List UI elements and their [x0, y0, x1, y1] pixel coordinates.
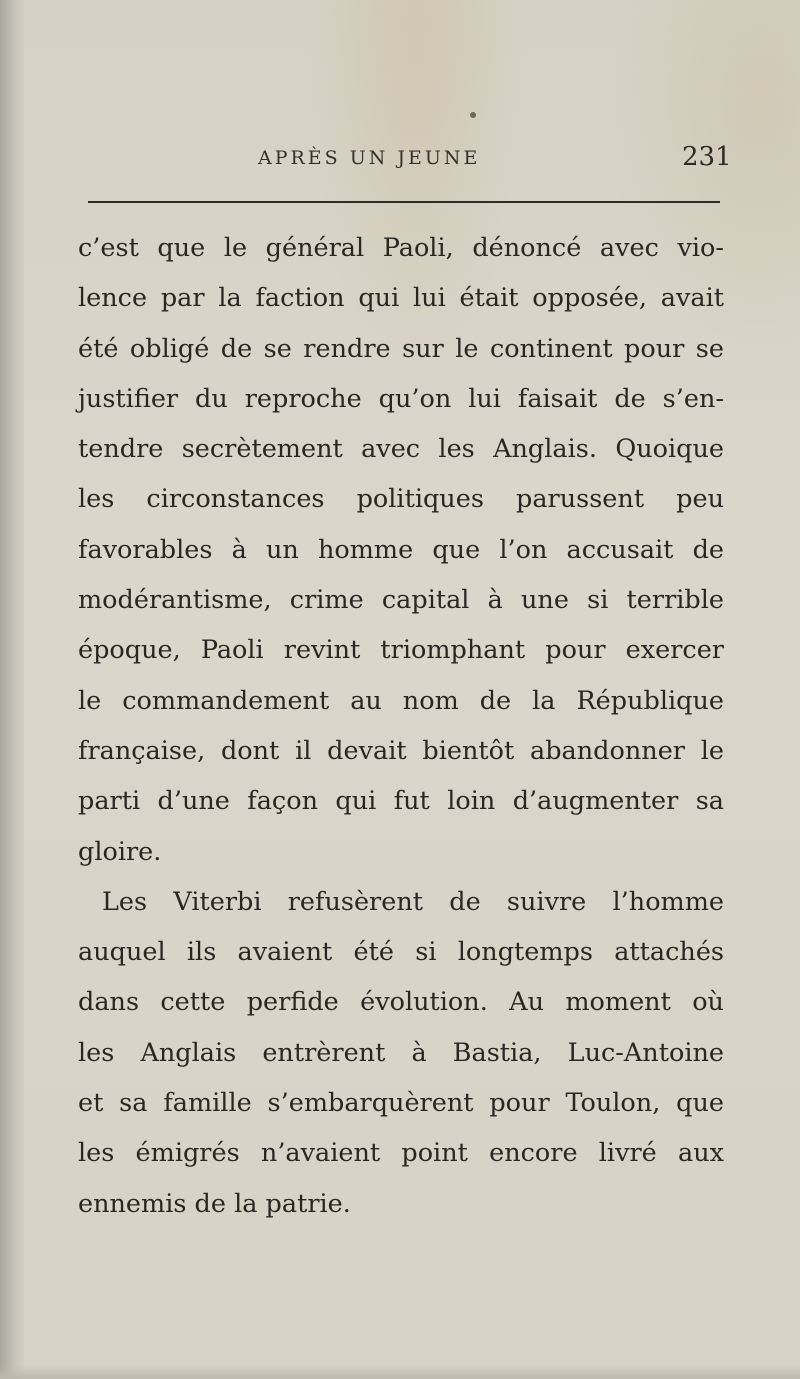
text-line: française, dont il devait bientôt abandonner le — [78, 735, 724, 766]
text-line: et sa famille s’embarquèrent pour Toulon, que — [78, 1088, 724, 1119]
text-line: parti d’une façon qui fut loin d’augmenter sa — [78, 786, 724, 817]
body-text — [78, 223, 724, 1229]
text-line: justifier du reproche qu’on lui faisait de s’en- — [78, 383, 724, 414]
text-line: les émigrés n’avaient point encore livré aux — [78, 1138, 724, 1169]
page-left-edge — [0, 0, 24, 1379]
text-line: dans cette perfide évolution. Au moment où — [78, 987, 724, 1018]
text-line: auquel ils avaient été si longtemps attachés — [78, 937, 724, 968]
text-line: les circonstances politiques parussent peu — [78, 484, 724, 515]
text-line: Les Viterbi refusèrent de suivre l’homme — [102, 886, 724, 917]
text-line: le commandement au nom de la République — [78, 685, 724, 716]
text-line: époque, Paoli revint triomphant pour exercer — [78, 635, 724, 666]
text-line: gloire. — [78, 836, 162, 867]
text-line: été obligé de se rendre sur le continent pour se — [78, 333, 724, 364]
text-line: c’est que le général Paoli, dénoncé avec vio- — [78, 233, 724, 263]
text-line: les Anglais entrèrent à Bastia, Luc-Antoine — [78, 1037, 724, 1068]
page-number: 231 — [682, 142, 732, 172]
text-line: ennemis de la patrie. — [78, 1188, 351, 1219]
text-line: tendre secrètement avec les Anglais. Quoique — [78, 434, 724, 465]
page-bottom-edge — [0, 1365, 800, 1379]
running-header: APRÈS UN JEUNE — [258, 147, 481, 169]
ornament-dot-icon — [470, 112, 476, 118]
text-line: modérantisme, crime capital à une si terrible — [78, 585, 724, 616]
text-line: lence par la faction qui lui était opposée, avait — [78, 283, 724, 314]
header-rule — [88, 201, 720, 203]
text-line: favorables à un homme que l’on accusait de — [78, 534, 724, 565]
